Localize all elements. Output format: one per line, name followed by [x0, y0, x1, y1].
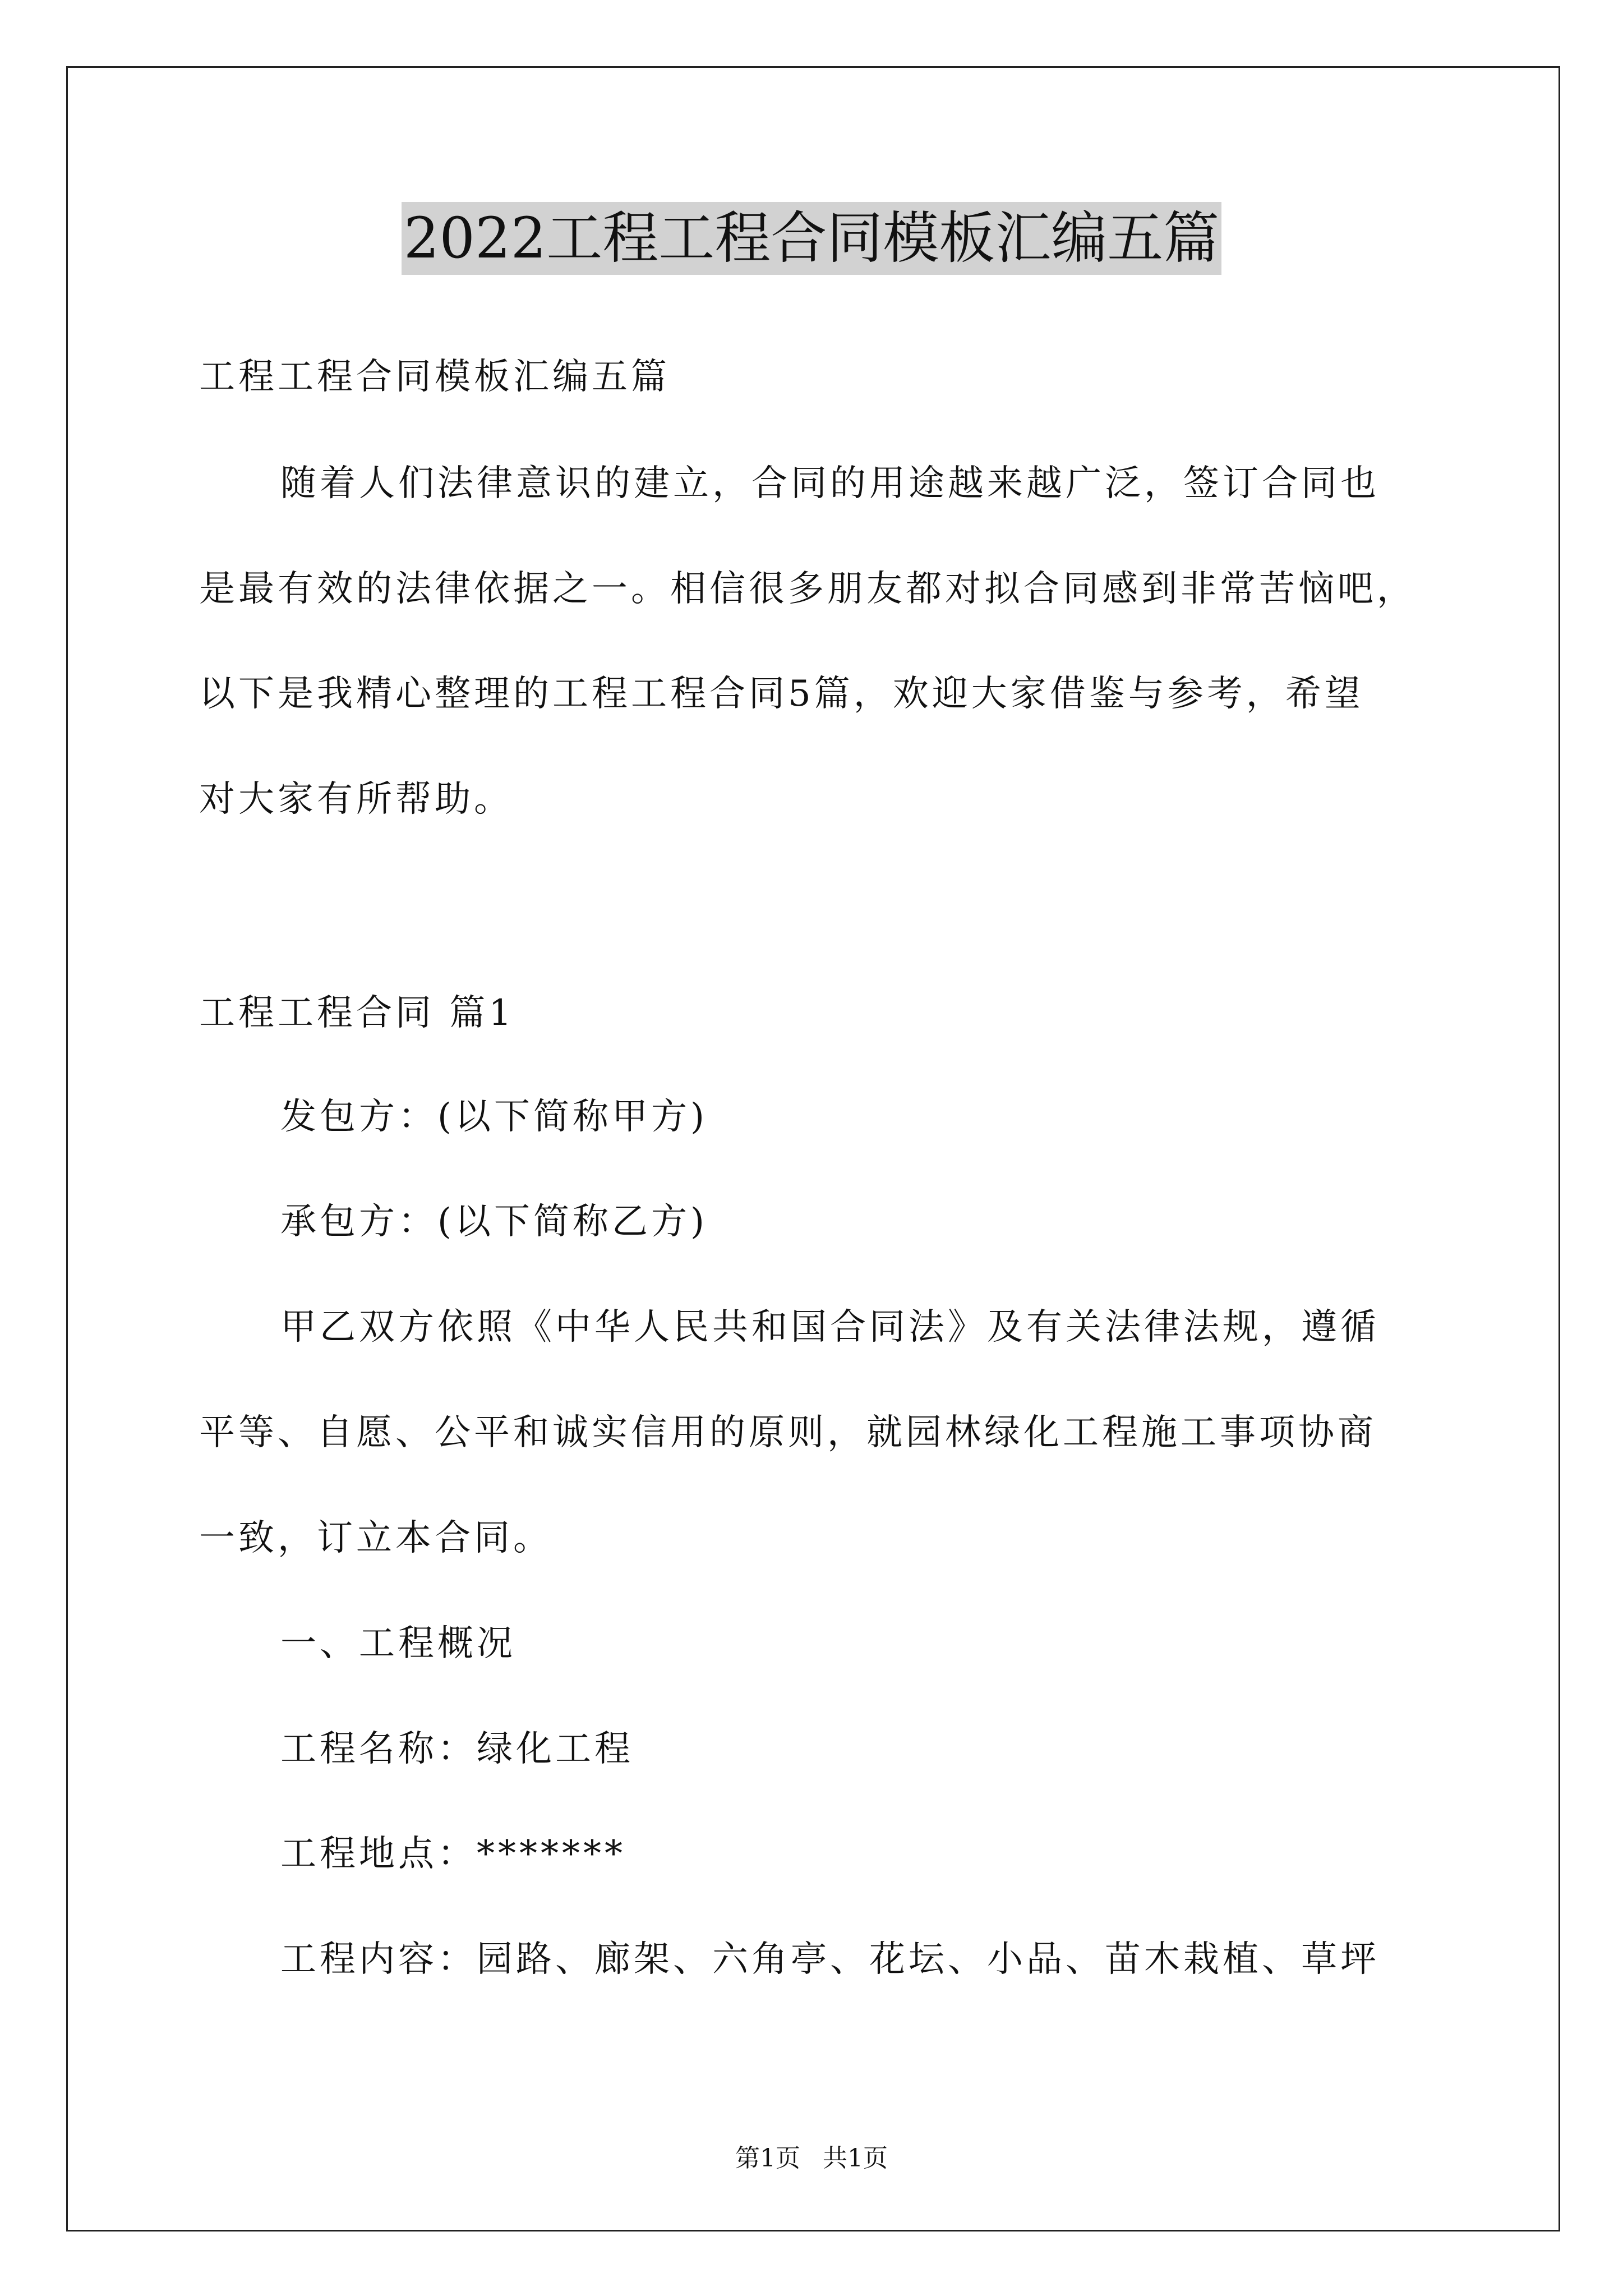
intro-line-4: 对大家有所帮助。: [199, 779, 513, 820]
project-location-line: 工程地点：*******: [280, 1833, 626, 1875]
section-heading: 工程工程合同 篇1: [199, 992, 515, 1034]
project-content-line: 工程内容：园路、廊架、六角亭、花坛、小品、苗木栽植、草坪: [280, 1939, 1380, 1980]
party-b-line: 承包方：(以下简称乙方): [280, 1201, 708, 1243]
page-total: 共1页: [823, 2144, 888, 2173]
intro-line-3: 以下是我精心整理的工程工程合同5篇，欢迎大家借鉴与参考，希望: [199, 673, 1364, 715]
title-container: [0, 202, 1623, 275]
agreement-line-3: 一致，订立本合同。: [199, 1517, 552, 1559]
intro-line-1: 随着人们法律意识的建立，合同的用途越来越广泛，签订合同也: [280, 463, 1380, 504]
page-footer: [0, 2143, 1623, 2174]
agreement-line-1: 甲乙双方依照《中华人民共和国合同法》及有关法律法规，遵循: [280, 1306, 1380, 1348]
clause-heading: 一、工程概况: [280, 1623, 516, 1664]
agreement-line-2: 平等、自愿、公平和诚实信用的原则，就园林绿化工程施工事项协商: [199, 1412, 1377, 1453]
party-a-line: 发包方：(以下简称甲方): [280, 1096, 708, 1138]
page-number: 第1页: [735, 2144, 800, 2173]
project-name-line: 工程名称：绿化工程: [280, 1728, 634, 1770]
document-title: 2022工程工程合同模板汇编五篇: [402, 202, 1222, 275]
intro-line-2: 是最有效的法律依据之一。相信很多朋友都对拟合同感到非常苦恼吧，: [199, 568, 1416, 610]
document-subtitle: 工程工程合同模板汇编五篇: [199, 356, 670, 398]
